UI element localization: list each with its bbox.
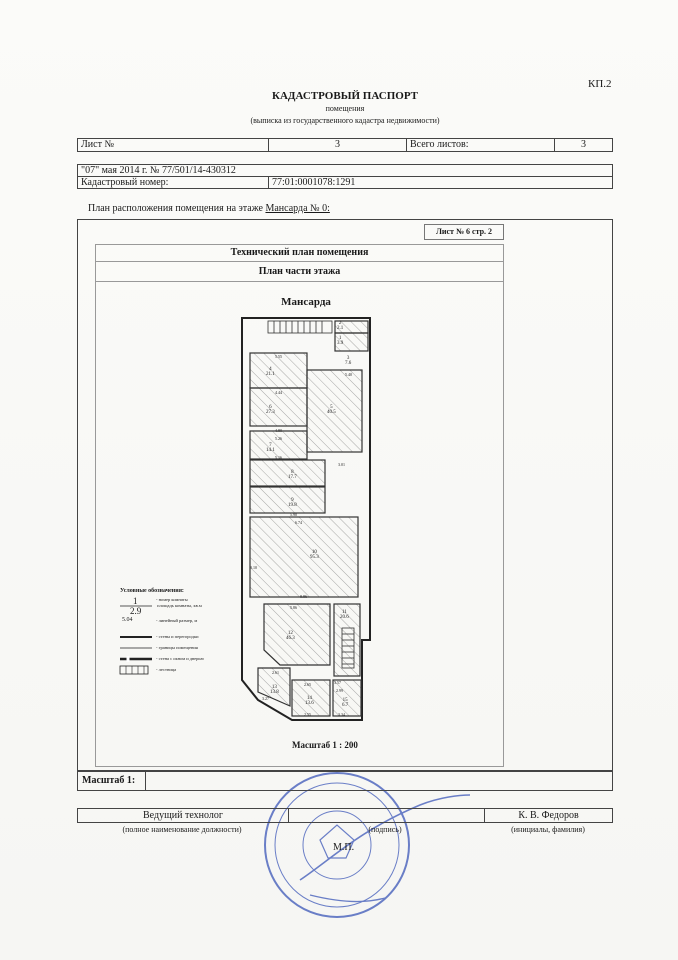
room-12: [264, 604, 330, 665]
legend-dim-desc: - линейный размер, м: [156, 618, 198, 623]
sheet-ref: Лист № 6 стр. 2: [435, 227, 493, 236]
outer-scale-row: [77, 771, 613, 791]
sheet-value: 3: [268, 139, 406, 151]
form-code: КП.2: [588, 78, 612, 90]
sheet-label: Лист №: [81, 139, 114, 150]
document-title: КАДАСТРОВЫЙ ПАСПОРТ: [271, 90, 419, 102]
official-stamp: [265, 773, 470, 917]
outer-scale-label: Масштаб 1:: [82, 775, 136, 786]
dim-label: 5.40: [345, 372, 352, 377]
plan-caption-prefix: План расположения помещения на этаже: [88, 203, 263, 214]
dim-label: 2.65: [304, 682, 311, 687]
floor-name: Мансарда: [281, 296, 331, 308]
dim-label: 5.90: [290, 512, 297, 517]
caption-name: (инициалы, фамилия): [511, 825, 585, 834]
room-label: 12 46.3: [286, 631, 295, 641]
room-label: 5 40.5: [327, 405, 336, 415]
legend-room-area: 2.9: [130, 606, 142, 616]
plan-title: Технический план помещения: [230, 247, 369, 258]
room-label: 14 13.6: [305, 696, 314, 706]
cadastral-value: 77:01:0001078:1291: [268, 177, 612, 188]
dim-label: 5.26: [275, 436, 282, 441]
legend-room-no: 1: [133, 596, 138, 606]
document-subtitle: помещения: [325, 104, 365, 113]
total-value: 3: [554, 139, 612, 151]
signature-row: [77, 808, 613, 823]
outer-scale-cell: [78, 772, 146, 790]
signature-sign-cell: [288, 809, 484, 822]
plan-caption-floor: Мансарда № 0:: [265, 203, 330, 214]
room-label: 8 17.7: [288, 470, 297, 480]
cadastral-label: Кадастровый номер:: [81, 177, 169, 188]
dim-label: 6.74: [295, 520, 302, 525]
room-label: 1 3.9: [337, 336, 344, 346]
dim-label: 5.55: [275, 354, 282, 359]
date-line: "07" мая 2014 г. № 77/501/14-430312: [81, 165, 236, 176]
room-label: 4 21.1: [266, 367, 275, 377]
plan-subtitle: План части этажа: [258, 266, 341, 277]
dim-label: 4.80: [275, 428, 282, 433]
dim-label: 3.34: [338, 712, 345, 717]
dim-label: 3.57: [334, 680, 341, 685]
caption-position: (полное наименование должности): [122, 825, 242, 834]
room-label: 6 27.3: [266, 405, 275, 415]
room-label: 9 19.8: [288, 498, 297, 508]
room-label: 11 20.6: [340, 610, 349, 620]
legend-dim-value: 5.04: [122, 617, 133, 623]
inner-scale: Масштаб 1 : 200: [292, 740, 358, 750]
legend-walls: - стены и перегородки: [156, 634, 199, 639]
room-label: 10 95.3: [310, 550, 319, 560]
dim-label: 8.86: [300, 594, 307, 599]
dim-label: 3.27: [262, 696, 269, 701]
dim-label: 5.86: [290, 605, 297, 610]
dim-label: 2.61: [272, 670, 279, 675]
dim-label: 9.10: [250, 565, 257, 570]
room-label: 3 7.6: [345, 356, 352, 366]
caption-signature: (подпись): [368, 825, 402, 834]
stamp-place: М.П.: [333, 842, 355, 853]
legend-title: Условные обозначения:: [120, 588, 184, 594]
legend-room-desc: - номер комнаты площадь комнаты, кв.м: [156, 597, 202, 608]
room-label: 2 2.1: [337, 321, 344, 331]
signature-name: К. В. Федоров: [484, 809, 612, 822]
dim-label: 5.16: [275, 455, 282, 460]
dim-label: 2.99: [336, 688, 343, 693]
total-label: Всего листов:: [406, 139, 554, 151]
dim-label: 2.55: [304, 712, 311, 717]
signature-position: Ведущий технолог: [143, 810, 223, 821]
room-label: 13 13.8: [270, 685, 279, 695]
legend-bounds: - границы помещения: [156, 645, 198, 650]
room-label: 7 14.1: [266, 443, 275, 453]
legend-stairs: - лестница: [156, 667, 177, 672]
room-label: 15 6.7: [342, 698, 349, 708]
room-10: [250, 517, 358, 597]
document-note: (выписка из государственного кадастра недвижимости): [250, 116, 440, 125]
dim-label: 4.44: [275, 390, 282, 395]
dim-label: 3.01: [338, 462, 345, 467]
legend-wall-openings: - стена с окном и дверью: [156, 656, 204, 661]
room-hatching: [250, 321, 368, 716]
